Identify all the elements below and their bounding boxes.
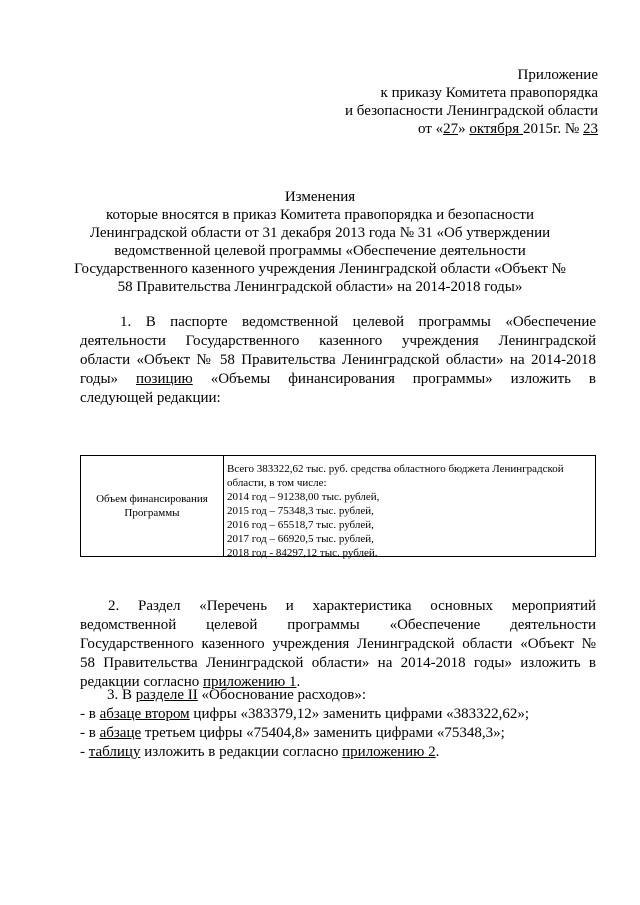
list-text: 3. В: [107, 687, 136, 703]
financing-row: 2017 год – 66920,5 тыс. рублей,: [227, 533, 374, 545]
heading-title: Изменения: [284, 189, 356, 205]
appendix-date-month: октября: [469, 121, 523, 137]
paragraph-line: области «Объект № 58 Правительства Ленинградской области» на 2014-2018: [80, 352, 596, 368]
paragraph-1: [80, 313, 596, 408]
financing-row: Всего 383322,62 тыс. руб. средства областного бюджета Ленинградской: [227, 463, 564, 475]
financing-label-line: Объем финансирования: [96, 493, 208, 505]
appendix-line-2: к приказу Комитета правопорядка: [380, 85, 598, 101]
appendix-line-3: и безопасности Ленинградской области: [345, 103, 598, 119]
paragraph-second-link[interactable]: абзаце втором: [99, 706, 190, 722]
financing-row: 2016 год – 65518,7 тыс. рублей,: [227, 519, 374, 531]
list-item: [80, 743, 600, 762]
paragraph-line: 58 Правительства Ленинградской области» на 2014-2018 годы» изложить в: [80, 655, 596, 671]
paragraph-third-link[interactable]: абзаце: [99, 725, 142, 741]
paragraph-line: ведомственной целевой программы «Обеспечение деятельности: [80, 617, 596, 633]
paragraph-line: деятельности Государственного казенного учреждения Ленинградской: [80, 333, 596, 349]
paragraph-text: редакции согласно: [80, 674, 203, 690]
list-text: - в: [80, 706, 100, 722]
list-text: -: [80, 744, 89, 760]
amendment-list: [80, 686, 600, 762]
heading-line: ведомственной целевой программы «Обеспечение деятельности: [114, 243, 526, 259]
appendix-date-prefix: от «: [417, 121, 444, 137]
appendix-line-1: Приложение: [517, 67, 598, 83]
list-item: [80, 705, 600, 724]
position-link[interactable]: позицию: [136, 371, 193, 387]
paragraph-2: [80, 597, 596, 692]
list-item: [80, 724, 600, 743]
appendix-line-4: [345, 120, 598, 138]
list-text: цифры «383379,12» заменить цифрами «383322,62»;: [189, 706, 530, 722]
list-text: третьем цифры «75404,8» заменить цифрами «75348,3»;: [141, 725, 505, 741]
financing-label-cell: [81, 456, 224, 556]
appendix-date-mid: »: [458, 121, 470, 137]
financing-label-line: Программы: [124, 507, 180, 519]
financing-row: области, в том числе:: [227, 477, 327, 489]
paragraph-line: [80, 370, 596, 389]
document-heading: [60, 188, 580, 296]
paragraph-text: .: [296, 674, 301, 690]
appendix-date-year: 2015г. №: [522, 121, 583, 137]
appendix-order-number: 23: [583, 121, 598, 137]
appendix-block: [345, 66, 598, 138]
section-ii-link[interactable]: разделе II: [135, 687, 198, 703]
paragraph-text: годы»: [80, 371, 136, 387]
paragraph-line: 1. В паспорте ведомственной целевой программы «Обеспечение: [120, 314, 596, 330]
paragraph-text: «Объемы финансирования программы» изложить в: [192, 371, 596, 387]
appendix-1-link[interactable]: приложению 1: [203, 674, 297, 690]
financing-table: [80, 455, 596, 557]
list-item: [80, 686, 600, 705]
paragraph-line: Государственного казенного учреждения Ленинградской области «Объект №: [80, 636, 596, 652]
appendix-date-day: 27: [443, 121, 459, 137]
financing-row: 2018 год - 84297,12 тыс. рублей.: [227, 547, 378, 559]
heading-line: Государственного казенного учреждения Ленинградской области «Объект №: [74, 261, 566, 277]
financing-row: 2015 год – 75348,3 тыс. рублей,: [227, 505, 374, 517]
appendix-2-link[interactable]: приложению 2: [342, 744, 436, 760]
list-text: «Обоснование расходов»:: [197, 687, 367, 703]
list-text: - в: [80, 725, 100, 741]
heading-line: которые вносятся в приказ Комитета правопорядка и безопасности: [106, 207, 534, 223]
financing-value-cell: [224, 456, 595, 559]
heading-line: 58 Правительства Ленинградской области» на 2014-2018 годы»: [117, 279, 523, 295]
table-link[interactable]: таблицу: [88, 744, 141, 760]
financing-row: 2014 год – 91238,00 тыс. рублей,: [227, 491, 380, 503]
list-text: .: [435, 744, 440, 760]
heading-line: Ленинградской области от 31 декабря 2013 года № 31 «Об утверждении: [89, 225, 551, 241]
paragraph-line: 2. Раздел «Перечень и характеристика основных мероприятий: [108, 598, 596, 614]
paragraph-line: следующей редакции:: [80, 390, 221, 406]
list-text: изложить в редакции согласно: [140, 744, 343, 760]
